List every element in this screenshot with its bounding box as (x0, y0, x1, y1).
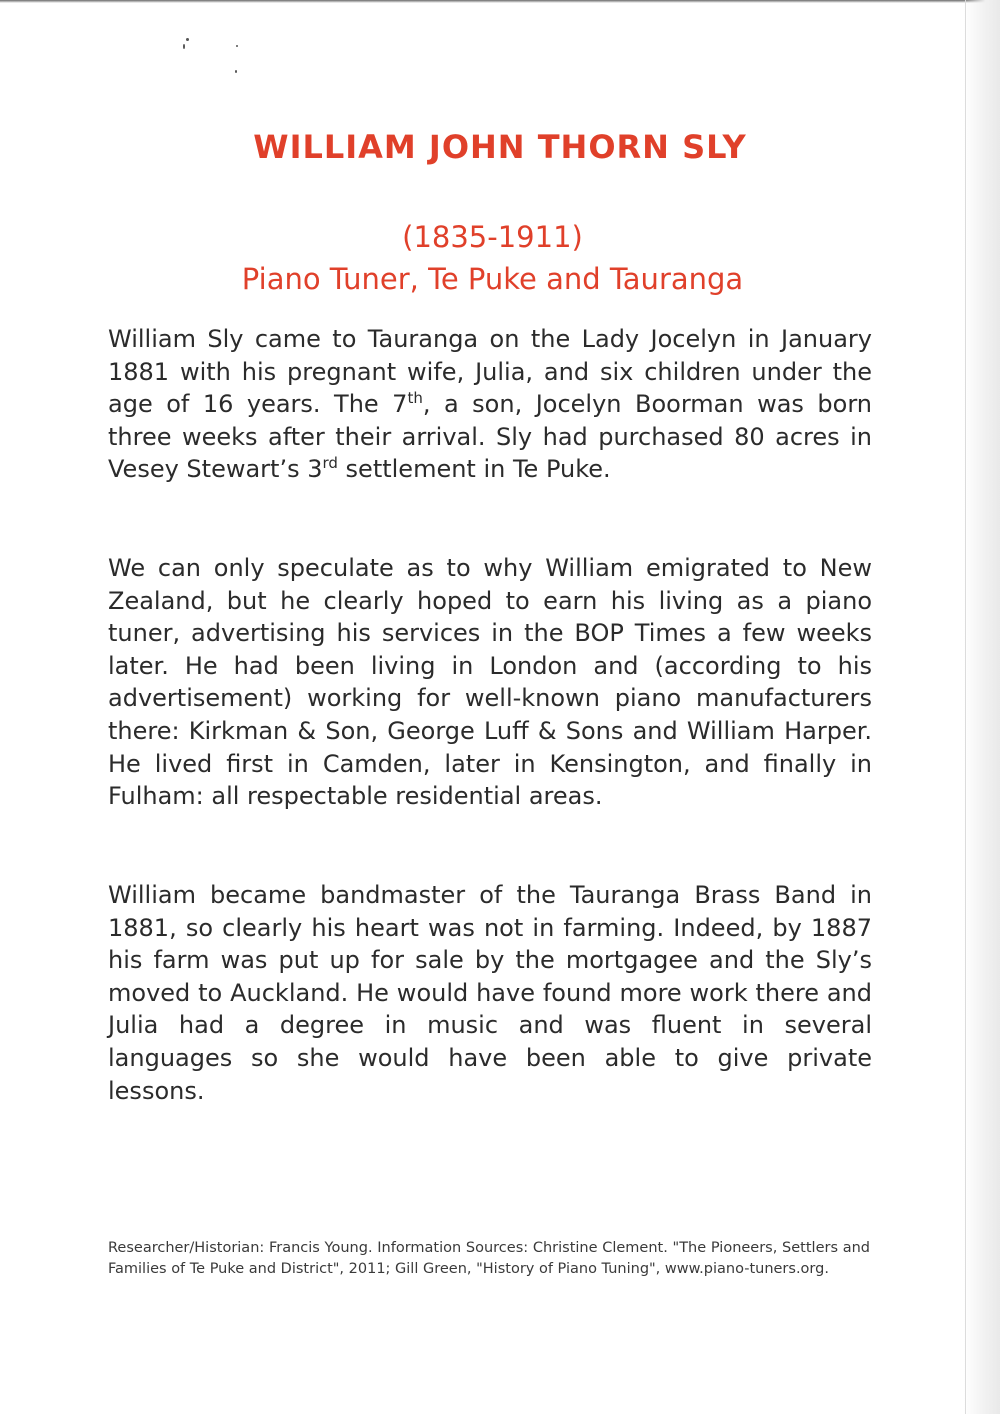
paragraph-bandmaster: William became bandmaster of the Tauranga Brass Band in 1881, so clearly his heart was not in farming. Indeed, by 1887 his farm was put up for sale by the mortgagee and the Sly’s moved to Auckland. He would have found more work there and Julia had a degree in music and was fluent in several languages so she would have been able to give private lessons. (108, 881, 872, 1105)
paragraph-arrival (108, 323, 872, 486)
superscript-rd: rd (322, 454, 338, 473)
footer-credits: Researcher/Historian: Francis Young. Information Sources: Christine Clement. "The Pioneers, Settlers and Families of Te Puke and District", 2011; Gill Green, "History of Piano Tuning", www.piano-tuners.org. (108, 1240, 870, 1277)
occupation-subtitle: Piano Tuner, Te Puke and Tauranga (241, 262, 744, 296)
paragraph-arrival-text-a: William Sly came to Tauranga on the Lady Jocelyn in January 1881 with his pregnant wife, Julia, and six children under the age of 16 years. The 7 (108, 325, 872, 419)
scan-right-line (965, 0, 966, 1414)
scan-speck (186, 38, 189, 41)
life-dates: (1835-1911) (402, 220, 583, 254)
page-title: WILLIAM JOHN THORN SLY (253, 128, 747, 166)
scan-speck (235, 70, 237, 73)
scan-right-shadow (964, 0, 1000, 1414)
scan-top-edge (0, 0, 1000, 3)
scan-speck (183, 44, 185, 49)
superscript-th: th (407, 389, 423, 408)
scan-speck (236, 45, 238, 47)
paragraph-arrival-text-b: , a son, Jocelyn Boorman was born three weeks after their arrival. Sly had purchased 80 acres in Vesey Stewart’s 3 (108, 390, 872, 484)
paragraph-arrival-text-c: settlement in Te Puke. (337, 455, 611, 484)
paragraph-piano-tuner: We can only speculate as to why William emigrated to New Zealand, but he clearly hoped to earn his living as a piano tuner, advertising his services in the BOP Times a few weeks later. He had been living in London and (according to his advertisement) working for well-known piano manufacturers there: Kirkman & Son, George Luff & Sons and William Harper. He lived first in Camden, later in Kensington, and finally in Fulham: all respectable residential areas. (108, 554, 872, 811)
